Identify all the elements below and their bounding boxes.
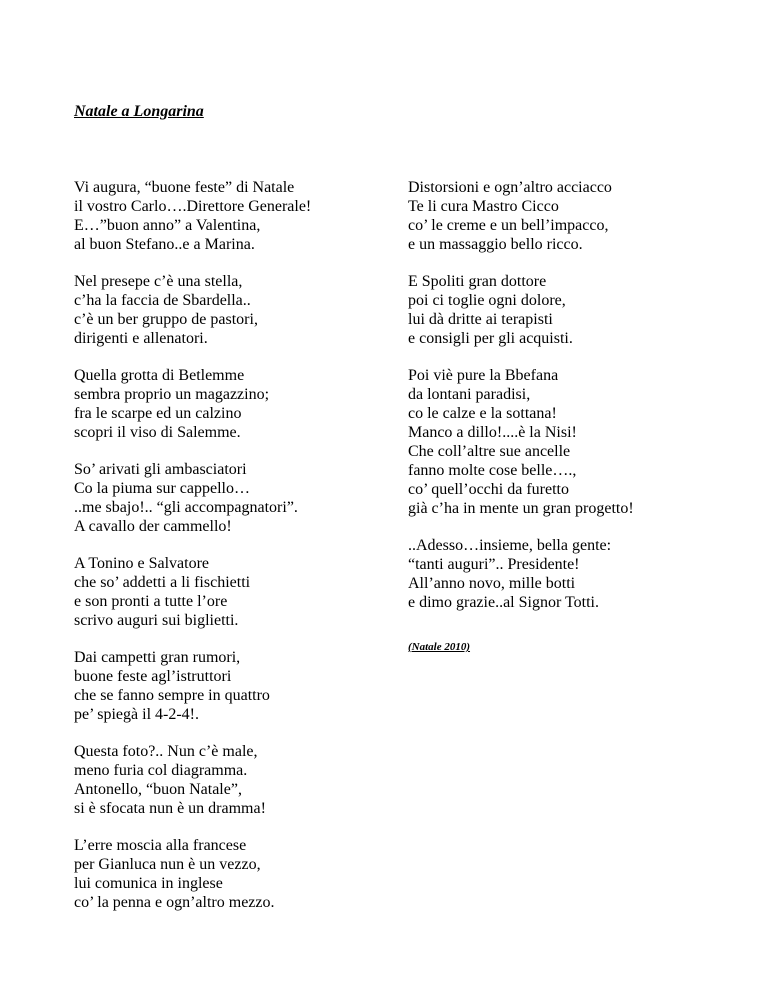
verse-line: che se fanno sempre in quattro: [74, 687, 270, 704]
verse-line: Antonello, “buon Natale”,: [74, 781, 242, 798]
verse-line: Quella grotta di Betlemme: [74, 367, 245, 384]
verse-line: buone feste agl’istruttori: [74, 668, 232, 685]
verse-line: poi ci toglie ogni dolore,: [408, 292, 566, 309]
stanza: [74, 366, 374, 442]
verse-line: co’ le creme e un bell’impacco,: [408, 217, 609, 234]
verse-line: e consigli per gli acquisti.: [408, 330, 573, 347]
verse-line: Che coll’altre sue ancelle: [408, 443, 571, 460]
stanza: [74, 742, 374, 818]
verse-line: scopri il viso di Salemme.: [74, 424, 241, 441]
poem-left-column: [74, 178, 374, 930]
stanza: [74, 460, 374, 536]
page-title: Natale a Longarina: [74, 103, 204, 120]
verse-line: lui dà dritte ai terapisti: [408, 311, 553, 328]
verse-line: Questa foto?.. Nun c’è male,: [74, 743, 258, 760]
verse-line: lui comunica in inglese: [74, 875, 223, 892]
verse-line: e un massaggio bello ricco.: [408, 236, 583, 253]
verse-line: L’erre moscia alla francese: [74, 837, 247, 854]
right-stanzas: [408, 178, 738, 612]
verse-line: che so’ addetti a li fischietti: [74, 574, 251, 591]
verse-line: e dimo grazie..al Signor Totti.: [408, 594, 599, 611]
verse-line: fanno molte cose belle….,: [408, 462, 577, 479]
stanza: [74, 272, 374, 348]
verse-line: ..Adesso…insieme, bella gente:: [408, 537, 612, 554]
stanza: [408, 536, 738, 612]
stanza: [74, 554, 374, 630]
verse-line: c’è un ber gruppo de pastori,: [74, 311, 258, 328]
stanza: [74, 648, 374, 724]
verse-line: Vi augura, “buone feste” di Natale: [74, 179, 295, 196]
date-note: (Natale 2010): [408, 641, 471, 653]
verse-line: co’ quell’occhi da furetto: [408, 481, 569, 498]
verse-line: fra le scarpe ed un calzino: [74, 405, 242, 422]
verse-line: Manco a dillo!....è la Nisi!: [408, 424, 577, 441]
verse-line: E…”buon anno” a Valentina,: [74, 217, 261, 234]
stanza: [408, 366, 738, 518]
stanza: [74, 836, 374, 912]
verse-line: da lontani paradisi,: [408, 386, 531, 403]
verse-line: e son pronti a tutte l’ore: [74, 593, 228, 610]
verse-line: meno furia col diagramma.: [74, 762, 248, 779]
verse-line: A cavallo der cammello!: [74, 518, 232, 535]
poem-right-column: [408, 178, 738, 654]
verse-line: “tanti auguri”.. Presidente!: [408, 556, 580, 573]
verse-line: al buon Stefano..e a Marina.: [74, 236, 255, 253]
verse-line: per Gianluca nun è un vezzo,: [74, 856, 261, 873]
verse-line: pe’ spiegà il 4-2-4!.: [74, 706, 199, 723]
verse-line: si è sfocata nun è un dramma!: [74, 800, 266, 817]
verse-line: scrivo auguri sui biglietti.: [74, 612, 239, 629]
verse-line: Co la piuma sur cappello…: [74, 480, 250, 497]
verse-line: sembra proprio un magazzino;: [74, 386, 270, 403]
verse-line: E Spoliti gran dottore: [408, 273, 547, 290]
verse-line: co le calze e la sottana!: [408, 405, 557, 422]
verse-line: So’ arivati gli ambasciatori: [74, 461, 247, 478]
verse-line: Nel presepe c’è una stella,: [74, 273, 243, 290]
stanza: [74, 178, 374, 254]
verse-line: A Tonino e Salvatore: [74, 555, 210, 572]
verse-line: c’ha la faccia de Sbardella..: [74, 292, 251, 309]
verse-line: Poi viè pure la Bbefana: [408, 367, 559, 384]
verse-line: Distorsioni e ogn’altro acciacco: [408, 179, 612, 196]
verse-line: il vostro Carlo….Direttore Generale!: [74, 198, 312, 215]
verse-line: ..me sbajo!.. “gli accompagnatori”.: [74, 499, 298, 516]
verse-line: già c’ha in mente un gran progetto!: [408, 500, 634, 517]
stanza: [408, 272, 738, 348]
verse-line: Dai campetti gran rumori,: [74, 649, 241, 666]
stanza: [408, 178, 738, 254]
verse-line: All’anno novo, mille botti: [408, 575, 576, 592]
verse-line: Te li cura Mastro Cicco: [408, 198, 559, 215]
verse-line: co’ la penna e ogn’altro mezzo.: [74, 894, 275, 911]
verse-line: dirigenti e allenatori.: [74, 330, 208, 347]
